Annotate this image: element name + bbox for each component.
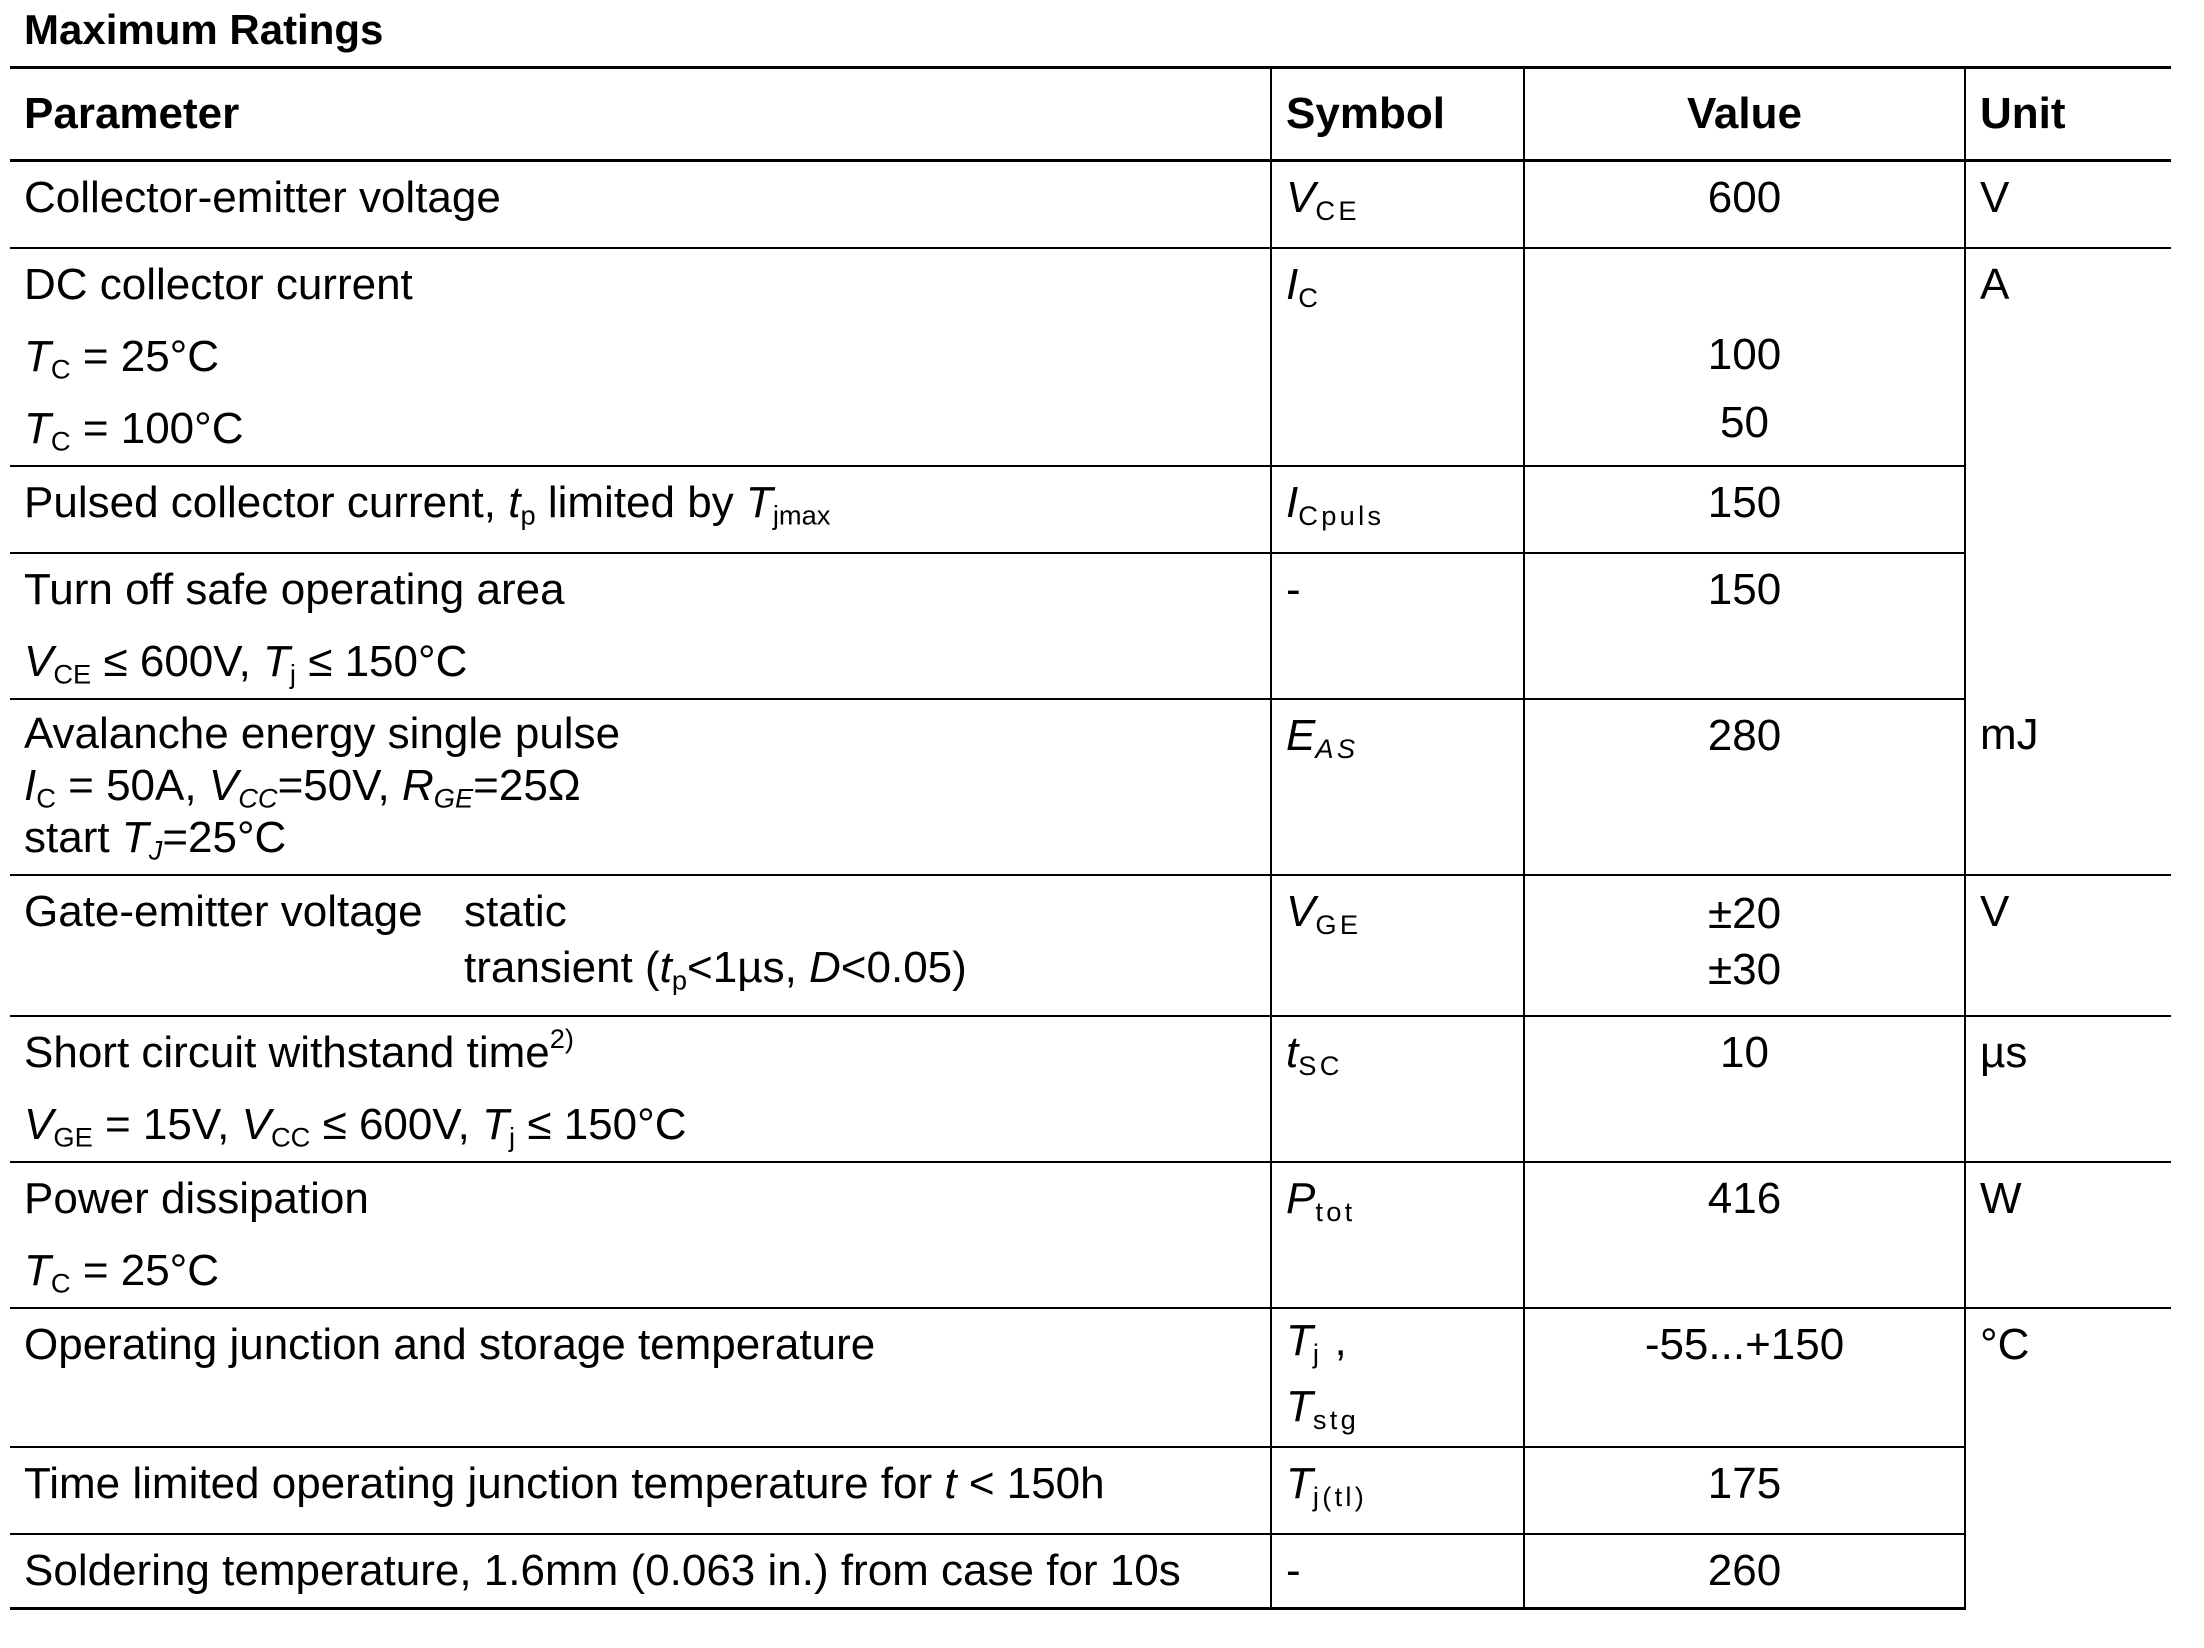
table-row: [10, 1308, 2171, 1446]
gate-static-text: static: [464, 887, 567, 937]
header-symbol: Symbol: [1271, 68, 1524, 161]
value-cell: [1524, 1016, 1965, 1162]
value-text: -55...+150: [1644, 1320, 1845, 1370]
symbol-text: Ptot: [1286, 1174, 1356, 1228]
value-cell: [1524, 248, 1965, 466]
param-cell: [10, 699, 1271, 875]
param-cell: [10, 875, 1271, 1016]
value-text: 50: [1720, 398, 1769, 448]
unit-cell: [1965, 1308, 2171, 1608]
unit-text: V: [1980, 173, 2010, 222]
symbol-cell: [1271, 875, 1524, 1016]
param-text: Soldering temperature, 1.6mm (0.063 in.) from case for 10s: [24, 1545, 1181, 1595]
unit-text: °C: [1980, 1320, 2030, 1370]
param-text: Short circuit withstand time$^{2)}$: [24, 1023, 574, 1078]
param-cell: [10, 161, 1271, 249]
value-text: 150: [1707, 565, 1782, 615]
param-cell: [10, 1534, 1271, 1609]
symbol-cell: [1271, 1162, 1524, 1308]
unit-cell: [1965, 161, 2171, 249]
param-text: Collector-emitter voltage: [24, 173, 501, 222]
value-cell: [1524, 1308, 1965, 1446]
symbol-cell: [1271, 1016, 1524, 1162]
param-text: Gate-emitter voltage: [24, 887, 423, 937]
symbol-cell: [1271, 466, 1524, 553]
unit-text: µs: [1980, 1028, 2028, 1078]
param-cell: [10, 1162, 1271, 1308]
value-text: 416: [1707, 1174, 1782, 1224]
unit-text: W: [1980, 1174, 2022, 1224]
symbol-cell: [1271, 1447, 1524, 1534]
condition-text: start $T_J=25^\circ C$: [24, 813, 287, 866]
symbol-text: IC: [1286, 260, 1322, 314]
symbol-cell: [1271, 1308, 1524, 1446]
symbol-text: -: [1286, 1545, 1301, 1595]
value-cell: [1524, 1162, 1965, 1308]
unit-cell: [1965, 699, 2171, 875]
value-text: ±30: [1707, 945, 1782, 995]
condition-text: $V_{GE} = 15V$, $V_{CC} \le 600V$, $T_j \le 150^\circ C$: [24, 1100, 687, 1153]
header-value: Value: [1524, 68, 1965, 161]
table-row: [10, 1162, 2171, 1308]
symbol-text: VGE: [1286, 887, 1362, 941]
table-row: [10, 875, 2171, 1016]
table-title: Maximum Ratings: [24, 6, 384, 53]
param-text: DC collector current: [24, 260, 413, 310]
value-cell: [1524, 466, 1965, 553]
symbol-text: -: [1286, 565, 1301, 615]
param-cell: [10, 248, 1271, 466]
condition-text: $V_{CE} \le 600V$, $T_j \le 150^\circ C$: [24, 637, 468, 690]
header-parameter: Parameter: [10, 68, 1271, 161]
value-cell: [1524, 161, 1965, 249]
condition-text: $I_C = 50A$, $V_{CC}=50V$, $R_{GE}=25\Omega$: [24, 761, 581, 814]
unit-cell: [1965, 1016, 2171, 1162]
value-text: 280: [1707, 711, 1782, 761]
table-row: [10, 699, 2171, 875]
header-row: [10, 68, 2171, 161]
unit-cell: [1965, 875, 2171, 1016]
table-row: [10, 161, 2171, 249]
symbol-text: tSC: [1286, 1028, 1343, 1082]
param-text: Time limited operating junction temperature for t < 150h: [24, 1458, 1105, 1508]
symbol-text: Tstg: [1286, 1381, 1360, 1435]
table-row: [10, 248, 2171, 466]
param-cell: [10, 1016, 1271, 1162]
param-text: Turn off safe operating area: [24, 565, 565, 615]
param-text: Avalanche energy single pulse: [24, 709, 621, 759]
param-text: Operating junction and storage temperature: [24, 1320, 876, 1370]
unit-cell: [1965, 1162, 2171, 1308]
symbol-cell: [1271, 248, 1524, 466]
condition-text: $T_C = 25^\circ C$: [24, 1246, 220, 1299]
symbol-cell: [1271, 1534, 1524, 1609]
symbol-cell: [1271, 553, 1524, 699]
symbol-cell: [1271, 161, 1524, 249]
header-unit: Unit: [1965, 68, 2171, 161]
condition-text: $T_C = 100^\circ C$: [24, 404, 244, 457]
value-cell: [1524, 1447, 1965, 1534]
unit-text: V: [1980, 887, 2010, 937]
table-row: [10, 553, 2171, 699]
param-cell: [10, 553, 1271, 699]
symbol-text: Tj ,: [1286, 1316, 1347, 1370]
unit-text: mJ: [1980, 710, 2039, 760]
param-text: Pulsed collector current, $t_p$ limited by $T_{jmax}$: [24, 478, 831, 531]
value-text: 10: [1720, 1028, 1769, 1078]
symbol-text: VCE: [1286, 173, 1360, 227]
condition-text: $T_C = 25^\circ C$: [24, 332, 220, 385]
table-row: [10, 466, 2171, 553]
param-cell: [10, 1308, 1271, 1446]
value-text: 150: [1707, 478, 1782, 528]
param-cell: [10, 466, 1271, 553]
value-cell: [1524, 875, 1965, 1016]
value-cell: [1524, 1534, 1965, 1609]
gate-transient-text: transient ($t_p<1\mu s$, D<0.05): [464, 943, 967, 996]
value-cell: [1524, 553, 1965, 699]
maximum-ratings-table: [10, 66, 2171, 1610]
symbol-text: ICpuls: [1286, 478, 1385, 532]
symbol-cell: [1271, 699, 1524, 875]
value-text: 100: [1707, 330, 1782, 380]
symbol-text: Tj(tl): [1286, 1458, 1368, 1512]
table-row: [10, 1534, 2171, 1609]
value-text: 260: [1707, 1545, 1782, 1595]
param-cell: [10, 1447, 1271, 1534]
param-text: Power dissipation: [24, 1174, 369, 1224]
value-cell: [1524, 699, 1965, 875]
value-text: 175: [1707, 1458, 1782, 1508]
unit-cell: [1965, 248, 2171, 699]
unit-text: A: [1980, 260, 2010, 310]
table-row: [10, 1447, 2171, 1534]
symbol-text: EAS: [1286, 711, 1359, 765]
value-text: ±20: [1707, 889, 1782, 939]
table-row: [10, 1016, 2171, 1162]
value-text: 600: [1707, 173, 1782, 222]
